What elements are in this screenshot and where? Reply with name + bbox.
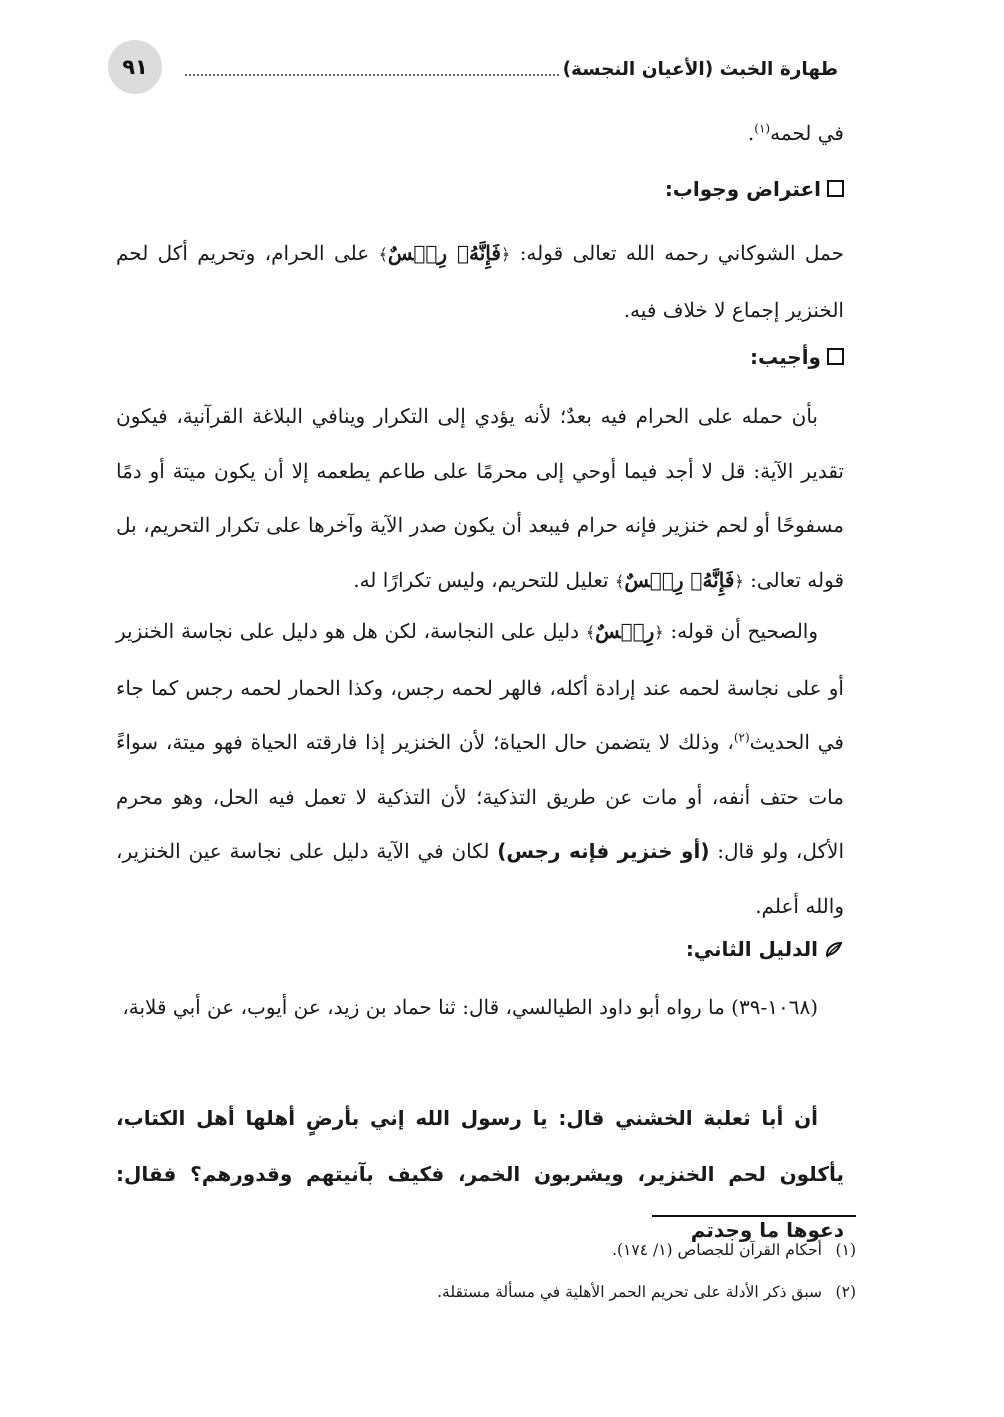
leaf-icon [824,926,844,981]
hadith-text: أن أبا ثعلبة الخشني قال: يا رسول الله إني بأرضٍ أهلها أهل الكتاب، يأكلون لحم الخنزير، ويشربون الخمر، فكيف بآنيتهم وقدورهم؟ فقال: دعوها ما وجدتم [116,1106,844,1242]
hadith-intro-paragraph [116,980,844,1035]
hadith-text-paragraph [116,1090,844,1258]
footnote-number: (١) [835,1241,856,1259]
objection-paragraph [116,226,844,337]
objection-text-1: حمل الشوكاني رحمه الله تعالى قوله: [510,241,844,265]
answer-paragraph [116,389,844,609]
heading-evidence-label: الدليل الثاني: [685,937,818,961]
heading-answer [116,330,844,385]
quran-bracket-open: ﴿ [500,245,511,264]
quran-verse: فَإِنَّهُۥ رِجۡسٌ [624,567,735,592]
checkbox-icon [827,348,844,365]
footnote-number: (٢) [835,1283,856,1301]
heading-objection-label: اعتراض وجواب: [664,177,821,201]
correct-bold-quote: (أو خنزير فإنه رجس) [497,839,710,863]
continuation-line [116,106,844,161]
footnote-2 [300,1280,856,1304]
heading-second-evidence [116,922,844,981]
quran-bracket-open: ﴿ [734,571,744,591]
checkbox-icon [827,180,844,197]
correct-text-4: لكان في الآية دليل على نجاسة عين الخنزير، والله أعلم. [116,839,844,918]
footnote-text: سبق ذكر الأدلة على تحريم الحمر الأهلية في مسألة مستقلة. [437,1283,822,1301]
hadith-intro: (١٠٦٨-٣٩) ما رواه أبو داود الطيالسي، قال: ثنا حماد بن زيد، عن أيوب، عن أبي قلابة، [122,995,818,1019]
running-header [185,54,842,84]
quran-bracket-close: ﴾ [585,623,596,642]
footnote-ref-2[interactable]: (٢) [733,730,750,745]
quran-bracket-close: ﴾ [378,245,388,264]
heading-objection [116,162,844,217]
footnote-ref-1[interactable]: (١) [754,121,771,136]
quran-bracket-close: ﴾ [614,571,625,591]
answer-text-2: تعليل للتحريم، وليس تكرارًا له. [353,567,615,592]
objection-text-2: على الحرام، وتحريم أكل لحم الخنزير إجماع لا خلاف فيه. [116,241,844,322]
continuation-text: في لحمه [770,121,844,145]
header-dotted-leader [185,74,559,76]
correct-text-1: والصحيح أن قوله: [663,619,818,643]
footnote-1 [300,1238,856,1262]
footnote-separator [652,1215,856,1217]
correct-text-3: ، وذلك لا يتضمن حال الحياة؛ لأن الخنزير إذا فارقته الحياة فهو ميتة، سواءً مات حتف أنفه، أو مات عن طريق التذكية؛ لأن التذكية لا تعمل فيه الحل، وهو محرم الأكل، ولو قال: [116,730,844,863]
quran-bracket-open: ﴿ [654,623,664,642]
continuation-end: . [747,121,755,145]
quran-verse: فَإِنَّهُۥ رِجۡسٌ [387,241,501,265]
running-title: طهارة الخبث (الأعيان النجسة) [562,58,838,80]
quran-verse: رِجۡسٌ [595,619,655,643]
page-number: ٩١ [108,40,162,94]
answer-text-1: بأن حمله على الحرام فيه بعدٌ؛ لأنه يؤدي إلى التكرار وينافي البلاغة القرآنية، فيكون تقدير الآية: قل لا أجد فيما أوحي إلى محرمًا على طاعم يطعمه إلا أن يكون ميتة أو دمًا مسفوحًا أو لحم خنزير فإنه حرام فيبعد أن يكون صدر الآية وآخرها على تكرار التحريم، بل قوله تعالى: [116,404,844,592]
footnote-text: أحكام القرآن للجصاص (١/ ١٧٤). [612,1241,822,1259]
correct-view-paragraph [116,604,844,933]
correct-text-2: دليل على النجاسة، لكن هل هو دليل على نجاسة الخنزير أو على نجاسة لحمه عند إرادة أكله، فالهر لحمه رجس، وكذا الحمار لحمه رجس كما جاء في الحديث [116,619,844,754]
heading-answer-label: وأجيب: [749,345,821,369]
